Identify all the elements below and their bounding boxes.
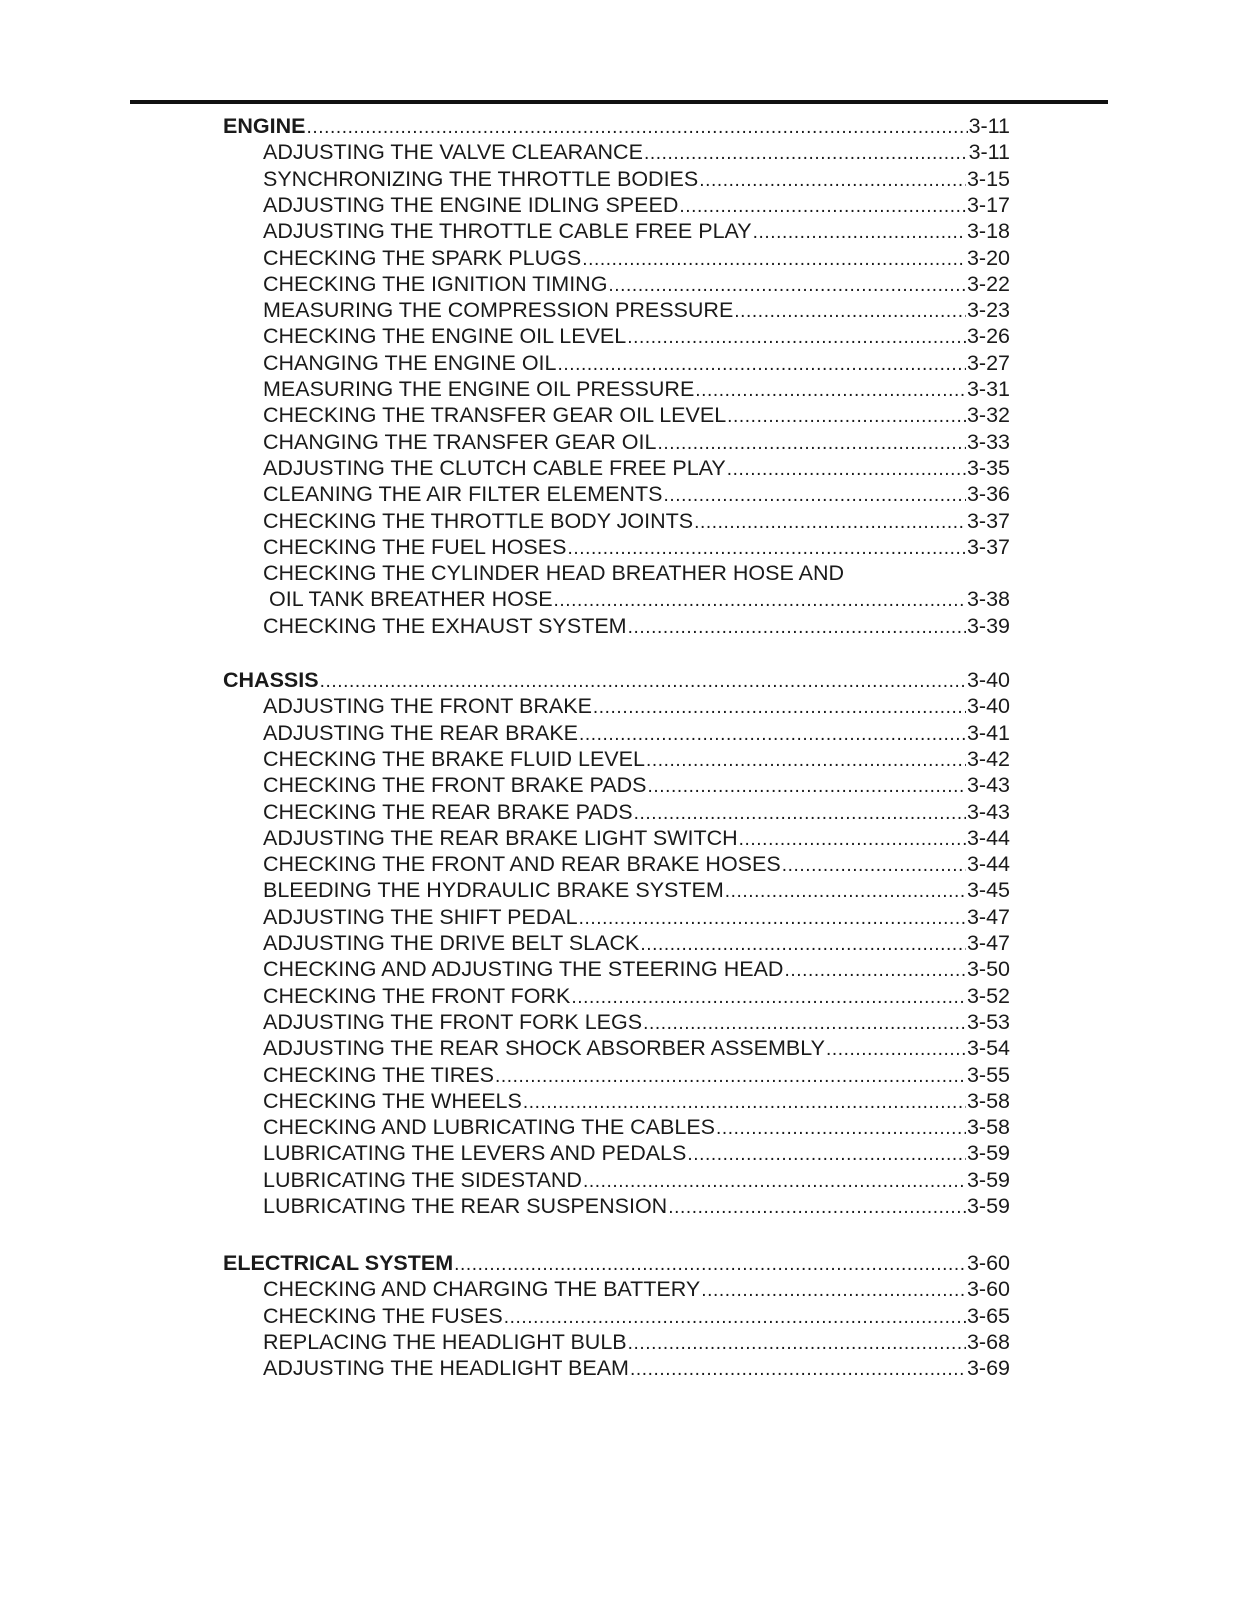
leader-dots bbox=[579, 906, 966, 932]
toc-section-engine-page: 3-11 bbox=[968, 114, 1010, 138]
toc-entry-page: 3-43 bbox=[966, 799, 1010, 824]
toc-entry-title: ADJUSTING THE ENGINE IDLING SPEED bbox=[263, 192, 679, 217]
toc-entry-title: CHECKING THE FRONT BRAKE PADS bbox=[263, 773, 647, 798]
toc-entry[interactable] bbox=[263, 772, 1010, 798]
toc-entry[interactable] bbox=[263, 956, 1010, 982]
leader-dots bbox=[647, 774, 965, 800]
toc-entry-title: CHECKING THE WHEELS bbox=[263, 1088, 522, 1113]
leader-dots bbox=[495, 1064, 966, 1090]
toc-section-electrical-system-title: ELECTRICAL SYSTEM bbox=[223, 1251, 454, 1275]
toc-section-electrical-system[interactable] bbox=[223, 1250, 1010, 1276]
leader-dots bbox=[679, 194, 966, 220]
toc-entry[interactable] bbox=[263, 799, 1010, 825]
toc-entry-title: ADJUSTING THE REAR BRAKE bbox=[263, 720, 578, 745]
toc-entry-title: CHECKING THE SPARK PLUGS bbox=[263, 245, 582, 270]
leader-dots bbox=[504, 1305, 966, 1331]
toc-entry-page: 3-35 bbox=[966, 455, 1010, 480]
toc-entry[interactable] bbox=[263, 271, 1010, 297]
toc-entry[interactable] bbox=[263, 693, 1010, 719]
toc-entry[interactable] bbox=[263, 560, 1010, 586]
toc-entry[interactable] bbox=[263, 1167, 1010, 1193]
toc-entry-page: 3-58 bbox=[966, 1115, 1010, 1140]
toc-entry[interactable] bbox=[263, 139, 1010, 165]
toc-entry-page: 3-47 bbox=[966, 904, 1010, 929]
leader-dots bbox=[630, 1357, 966, 1383]
leader-dots bbox=[694, 510, 966, 536]
toc-entry-page: 3-31 bbox=[966, 377, 1010, 401]
leader-dots bbox=[644, 141, 968, 167]
toc-entry-continuation-title: OIL TANK BREATHER HOSE bbox=[269, 587, 553, 612]
leader-dots bbox=[593, 695, 966, 721]
toc-entry-page: 3-59 bbox=[966, 1167, 1010, 1192]
toc-entry-title: LUBRICATING THE SIDESTAND bbox=[263, 1167, 582, 1192]
toc-entry-page: 3-59 bbox=[966, 1194, 1010, 1218]
toc-entry-title: ADJUSTING THE REAR BRAKE LIGHT SWITCH bbox=[263, 825, 738, 850]
toc-entry-title: CLEANING THE AIR FILTER ELEMENTS bbox=[263, 482, 663, 507]
leader-dots bbox=[782, 853, 966, 879]
toc-entry-page: 3-50 bbox=[966, 957, 1010, 982]
toc-entry-title: LUBRICATING THE LEVERS AND PEDALS bbox=[263, 1141, 687, 1166]
toc-entry-title: CHECKING THE IGNITION TIMING bbox=[263, 271, 608, 296]
toc-entry-title: ADJUSTING THE HEADLIGHT BEAM bbox=[263, 1356, 629, 1381]
toc-entry[interactable] bbox=[263, 1355, 1010, 1381]
toc-entry-continuation[interactable] bbox=[269, 586, 1010, 612]
toc-entry-title: CHECKING AND CHARGING THE BATTERY bbox=[263, 1277, 701, 1302]
toc-entry[interactable] bbox=[263, 1329, 1010, 1355]
toc-entry-page: 3-26 bbox=[966, 324, 1010, 349]
toc-entry-continuation-page: 3-38 bbox=[966, 587, 1010, 612]
toc-entry-page: 3-40 bbox=[966, 694, 1010, 719]
toc-entry-title: CHECKING THE FRONT FORK bbox=[263, 983, 571, 1008]
leader-dots bbox=[554, 588, 966, 614]
leader-dots bbox=[727, 404, 966, 430]
toc-entry-page: 3-54 bbox=[966, 1036, 1010, 1061]
toc-entry-page: 3-47 bbox=[966, 931, 1010, 955]
toc-entry-title: ADJUSTING THE FRONT BRAKE bbox=[263, 694, 592, 719]
leader-dots bbox=[640, 932, 966, 958]
toc-entry-title: CHECKING THE REAR BRAKE PADS bbox=[263, 799, 633, 824]
toc-entry-title: CHECKING THE TIRES bbox=[263, 1062, 494, 1087]
leader-dots bbox=[657, 431, 966, 457]
toc-entry-page: 3-45 bbox=[966, 878, 1010, 903]
toc-entry-title: CHECKING THE FRONT AND REAR BRAKE HOSES bbox=[263, 852, 781, 877]
toc-entry-page: 3-23 bbox=[966, 298, 1010, 323]
toc-entry[interactable] bbox=[263, 1035, 1010, 1061]
toc-entry-page: 3-60 bbox=[966, 1277, 1010, 1302]
toc-entry-page: 3-22 bbox=[966, 271, 1010, 296]
toc-entry-page: 3-42 bbox=[966, 746, 1010, 771]
toc-entry[interactable] bbox=[263, 720, 1010, 746]
leader-dots bbox=[734, 299, 966, 325]
leader-dots bbox=[608, 273, 966, 299]
toc-section-chassis-title: CHASSIS bbox=[223, 668, 319, 692]
toc-entry-title: ADJUSTING THE SHIFT PEDAL bbox=[263, 904, 578, 929]
toc-entry-page: 3-53 bbox=[966, 1009, 1010, 1034]
leader-dots bbox=[716, 1116, 966, 1142]
toc-section-electrical-system-page: 3-60 bbox=[966, 1251, 1010, 1275]
toc-entry-title: LUBRICATING THE REAR SUSPENSION bbox=[263, 1194, 668, 1218]
toc-entry-page: 3-11 bbox=[968, 140, 1010, 165]
toc-entry-title: ADJUSTING THE DRIVE BELT SLACK bbox=[263, 931, 640, 955]
toc-section-chassis[interactable] bbox=[223, 667, 1010, 693]
toc-entry-page: 3-59 bbox=[966, 1141, 1010, 1166]
leader-dots bbox=[628, 1331, 966, 1357]
leader-dots bbox=[306, 115, 967, 141]
leader-dots bbox=[454, 1252, 966, 1278]
leader-dots bbox=[646, 748, 966, 774]
toc-entry[interactable] bbox=[263, 825, 1010, 851]
toc-entry-title: MEASURING THE COMPRESSION PRESSURE bbox=[263, 298, 734, 323]
toc-entry-title: ADJUSTING THE THROTTLE CABLE FREE PLAY bbox=[263, 219, 752, 244]
toc-entry-page: 3-39 bbox=[966, 613, 1010, 638]
toc-entry-title: MEASURING THE ENGINE OIL PRESSURE bbox=[263, 377, 695, 401]
toc-entry[interactable] bbox=[263, 455, 1010, 481]
toc-entry-page: 3-33 bbox=[966, 429, 1010, 454]
toc-entry-title: REPLACING THE HEADLIGHT BULB bbox=[263, 1329, 627, 1354]
toc-entry[interactable] bbox=[263, 1276, 1010, 1302]
leader-dots bbox=[571, 985, 966, 1011]
toc-entry-title: CHANGING THE ENGINE OIL bbox=[263, 350, 557, 375]
toc-entry-title: CHECKING AND LUBRICATING THE CABLES bbox=[263, 1115, 715, 1140]
toc-entry[interactable] bbox=[263, 192, 1010, 218]
leader-dots bbox=[567, 536, 966, 562]
leader-dots bbox=[320, 669, 966, 695]
leader-dots bbox=[826, 1037, 966, 1063]
leader-dots bbox=[727, 457, 966, 483]
toc-section-engine-title: ENGINE bbox=[223, 114, 306, 138]
toc-entry[interactable] bbox=[263, 166, 1010, 192]
toc-entry-title: CHECKING THE TRANSFER GEAR OIL LEVEL bbox=[263, 403, 727, 428]
toc-entry[interactable] bbox=[263, 1009, 1010, 1035]
toc-entry[interactable] bbox=[263, 1062, 1010, 1088]
toc-entry-page: 3-36 bbox=[966, 482, 1010, 507]
toc-entry[interactable] bbox=[263, 218, 1010, 244]
leader-dots bbox=[582, 247, 966, 273]
toc-entry-page: 3-58 bbox=[966, 1088, 1010, 1113]
leader-dots bbox=[725, 879, 966, 905]
toc-entry-title: CHECKING THE EXHAUST SYSTEM bbox=[263, 613, 627, 638]
toc-entry-title: ADJUSTING THE CLUTCH CABLE FREE PLAY bbox=[263, 455, 726, 480]
toc-entry-page: 3-65 bbox=[966, 1303, 1010, 1328]
toc-entry[interactable] bbox=[263, 1140, 1010, 1166]
leader-dots bbox=[701, 1278, 966, 1304]
toc-entry[interactable] bbox=[263, 983, 1010, 1009]
toc-entry-page: 3-32 bbox=[966, 403, 1010, 428]
toc-entry[interactable] bbox=[263, 245, 1010, 271]
leader-dots bbox=[695, 378, 966, 404]
toc-entry[interactable] bbox=[263, 429, 1010, 455]
leader-dots bbox=[627, 325, 966, 351]
toc-entry[interactable] bbox=[263, 1303, 1010, 1329]
leader-dots bbox=[634, 801, 966, 827]
toc-entry-page: 3-37 bbox=[966, 508, 1010, 533]
toc-entry-title: CHECKING THE BRAKE FLUID LEVEL bbox=[263, 746, 645, 771]
toc-entry[interactable] bbox=[263, 1193, 1010, 1219]
leader-dots bbox=[668, 1195, 966, 1221]
toc-entry[interactable] bbox=[263, 508, 1010, 534]
toc-entry-title: CHECKING AND ADJUSTING THE STEERING HEAD bbox=[263, 957, 784, 982]
toc-entry-page: 3-20 bbox=[966, 245, 1010, 270]
toc-entry-page: 3-44 bbox=[966, 852, 1010, 877]
toc-entry[interactable] bbox=[263, 350, 1010, 376]
toc-entry-title: SYNCHRONIZING THE THROTTLE BODIES bbox=[263, 166, 699, 191]
toc-entry[interactable] bbox=[263, 376, 1010, 402]
leader-dots bbox=[784, 958, 965, 984]
toc-entry-title: CHECKING THE FUEL HOSES bbox=[263, 534, 567, 559]
toc-section-chassis-page: 3-40 bbox=[966, 668, 1010, 692]
toc-entry-page: 3-69 bbox=[966, 1356, 1010, 1381]
toc-entry-page: 3-55 bbox=[966, 1062, 1010, 1087]
toc-entry-page: 3-44 bbox=[966, 825, 1010, 850]
toc-entry[interactable] bbox=[263, 930, 1010, 956]
leader-dots bbox=[739, 827, 966, 853]
toc-entry[interactable] bbox=[263, 1088, 1010, 1114]
toc-entry-title: CHECKING THE CYLINDER HEAD BREATHER HOSE AND bbox=[263, 561, 845, 586]
toc-entry-page: 3-37 bbox=[966, 534, 1010, 559]
toc-entry-title: CHANGING THE TRANSFER GEAR OIL bbox=[263, 429, 657, 454]
toc-entry[interactable] bbox=[263, 402, 1010, 428]
toc-entry[interactable] bbox=[263, 613, 1010, 639]
toc-entry-title: ADJUSTING THE REAR SHOCK ABSORBER ASSEMBLY bbox=[263, 1036, 825, 1061]
toc-entry[interactable] bbox=[263, 1114, 1010, 1140]
toc-entry-page: 3-41 bbox=[966, 720, 1010, 745]
toc-entry-page: 3-17 bbox=[966, 192, 1010, 217]
toc-entry[interactable] bbox=[263, 851, 1010, 877]
toc-entry-page: 3-52 bbox=[966, 983, 1010, 1008]
leader-dots bbox=[753, 220, 966, 246]
toc-entry[interactable] bbox=[263, 481, 1010, 507]
toc-section-engine[interactable] bbox=[223, 113, 1010, 139]
leader-dots bbox=[557, 352, 965, 378]
toc-entry[interactable] bbox=[263, 323, 1010, 349]
toc-entry[interactable] bbox=[263, 877, 1010, 903]
toc-entry[interactable] bbox=[263, 904, 1010, 930]
toc-entry-page: 3-18 bbox=[966, 219, 1010, 244]
leader-dots bbox=[687, 1142, 966, 1168]
toc-entry-page: 3-27 bbox=[966, 350, 1010, 375]
toc-entry[interactable] bbox=[263, 746, 1010, 772]
toc-entry-title: CHECKING THE THROTTLE BODY JOINTS bbox=[263, 508, 694, 533]
toc-entry-page: 3-43 bbox=[966, 773, 1010, 798]
leader-dots bbox=[643, 1011, 966, 1037]
toc-entry-page: 3-15 bbox=[966, 166, 1010, 191]
leader-dots bbox=[579, 722, 966, 748]
toc-entry-title: CHECKING THE FUSES bbox=[263, 1303, 503, 1328]
toc-entry[interactable] bbox=[263, 297, 1010, 323]
leader-dots bbox=[628, 615, 966, 641]
toc-entry-page: 3-68 bbox=[966, 1329, 1010, 1354]
leader-dots bbox=[663, 483, 966, 509]
toc-entry-title: BLEEDING THE HYDRAULIC BRAKE SYSTEM bbox=[263, 878, 724, 903]
leader-dots bbox=[699, 168, 966, 194]
toc-entry-title: ADJUSTING THE FRONT FORK LEGS bbox=[263, 1009, 643, 1034]
toc-entry[interactable] bbox=[263, 534, 1010, 560]
leader-dots bbox=[523, 1090, 966, 1116]
toc-entry-title: ADJUSTING THE VALVE CLEARANCE bbox=[263, 140, 643, 165]
toc-entry-title: CHECKING THE ENGINE OIL LEVEL bbox=[263, 324, 627, 349]
leader-dots bbox=[583, 1169, 966, 1195]
